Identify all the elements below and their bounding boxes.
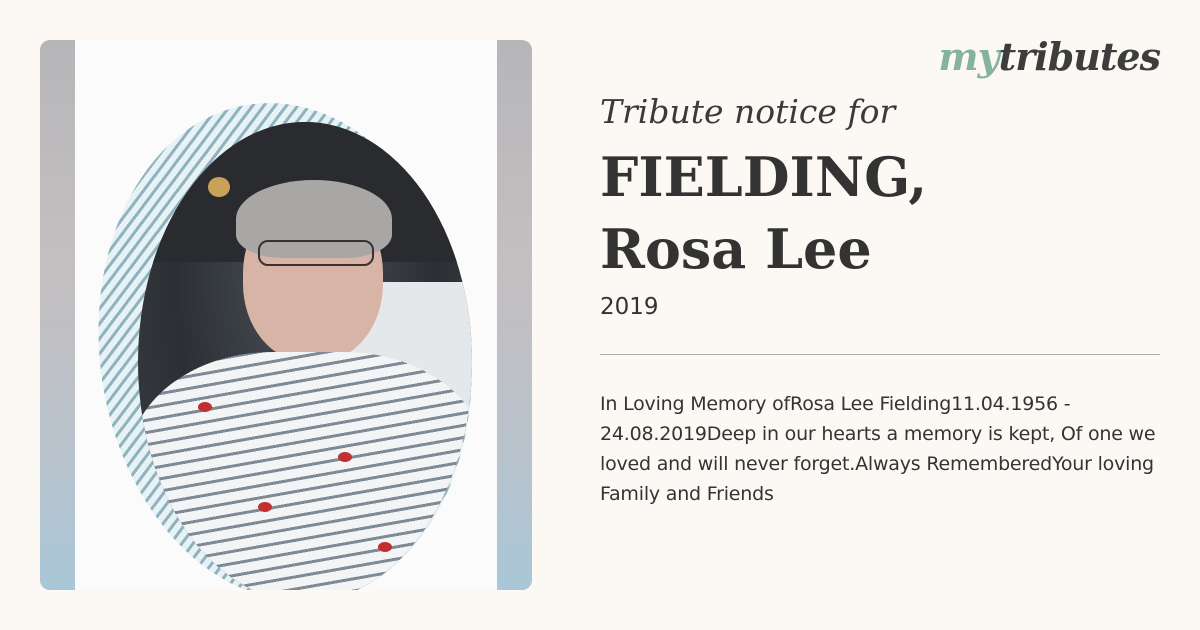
shirt-accent: [198, 402, 212, 412]
photo-ceiling-light: [208, 177, 230, 197]
deceased-surname: FIELDING,: [600, 145, 928, 209]
mytributes-logo[interactable]: [938, 34, 1160, 79]
portrait-oval: [138, 122, 472, 590]
logo-suffix: tributes: [998, 34, 1160, 79]
portrait-striped-shirt: [138, 352, 472, 590]
shirt-accent: [338, 452, 352, 462]
tribute-year: 2019: [600, 294, 659, 320]
tribute-eyebrow: Tribute notice for: [600, 92, 896, 131]
section-divider: [600, 354, 1160, 355]
logo-prefix: my: [938, 34, 999, 79]
portrait-glasses: [258, 240, 374, 266]
tribute-photo: [40, 40, 532, 590]
deceased-given-names: Rosa Lee: [600, 217, 872, 281]
shirt-accent: [258, 502, 272, 512]
shirt-accent: [378, 542, 392, 552]
tribute-notice-text: In Loving Memory ofRosa Lee Fielding11.04.1956 - 24.08.2019Deep in our hearts a memory is kept, Of one we loved and will never forget.Always RememberedYour loving Family and Friends: [600, 393, 1156, 505]
